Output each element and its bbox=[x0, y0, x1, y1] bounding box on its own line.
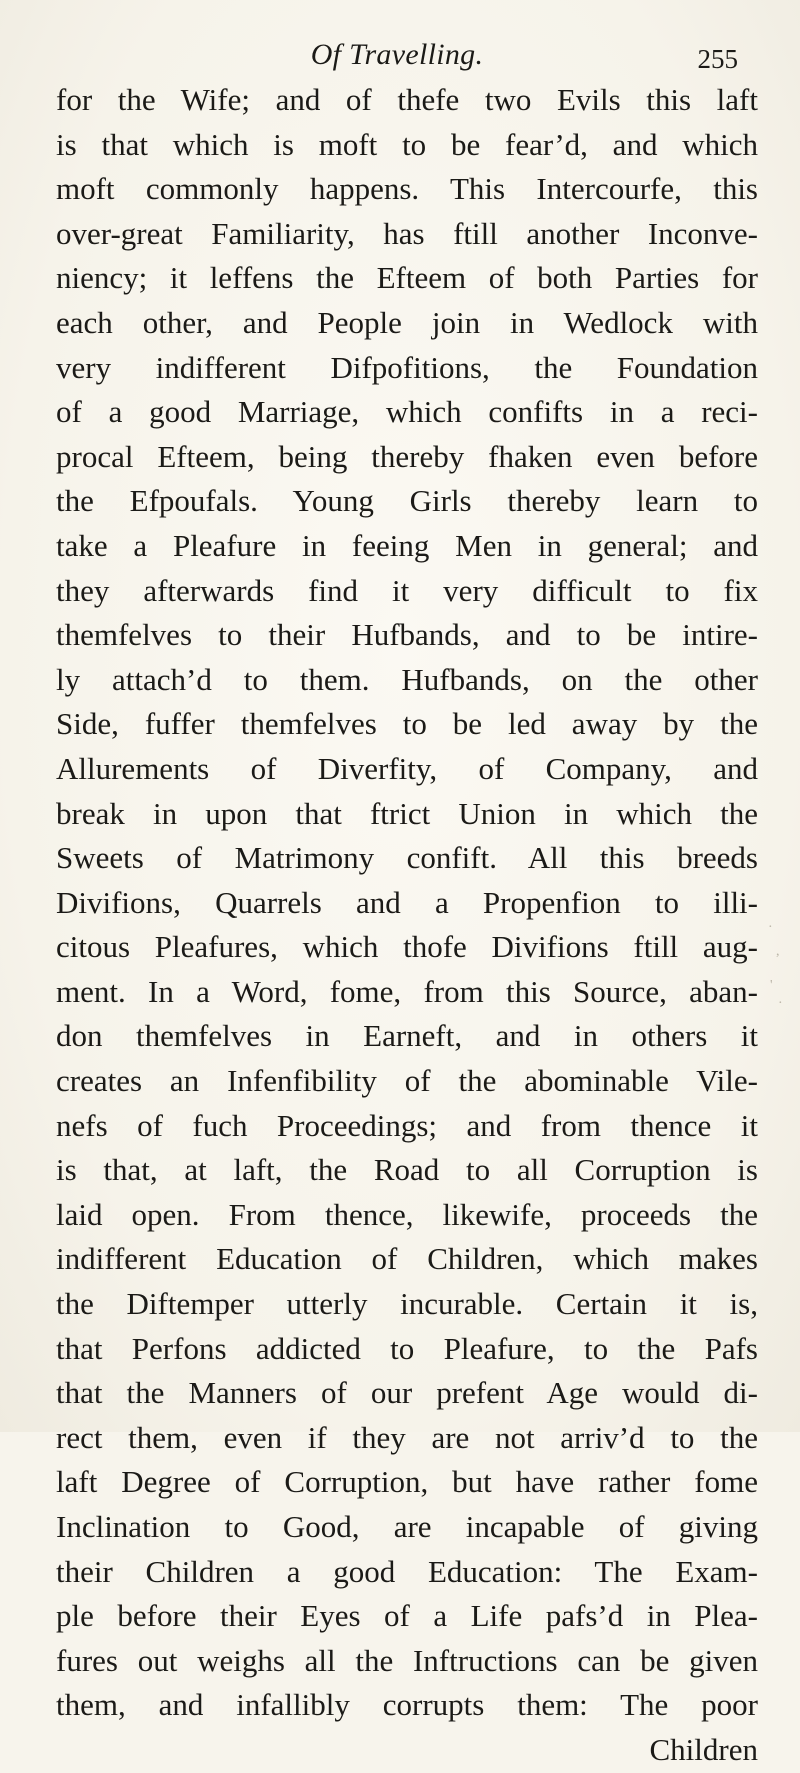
text-line: niency; it leffens the Efteem of both Parties for bbox=[56, 260, 758, 296]
text-line: Divifions, Quarrels and a Propenfion to illi- bbox=[56, 884, 758, 920]
margin-marks: · , ' · bbox=[768, 920, 783, 1011]
text-line: the Diftemper utterly incurable. Certain it is, bbox=[56, 1286, 758, 1322]
text-line: that the Manners of our prefent Age would di- bbox=[56, 1375, 758, 1411]
text-line: is that, at laft, the Road to all Corruption is bbox=[56, 1152, 758, 1188]
text-line: creates an Infenfibility of the abominable Vile- bbox=[56, 1063, 758, 1099]
text-line: take a Pleafure in feeing Men in general; and bbox=[56, 527, 758, 563]
text-line: moft commonly happens. This Intercourfe, this bbox=[56, 171, 758, 207]
text-line: over-great Familiarity, has ftill another Inconve- bbox=[56, 215, 758, 251]
text-line: that Perfons addicted to Pleafure, to the Pafs bbox=[56, 1330, 758, 1366]
text-line: Sweets of Matrimony confift. All this breeds bbox=[56, 840, 758, 876]
text-line: fures out weighs all the Inftructions can be given bbox=[56, 1642, 758, 1678]
text-line: procal Efteem, being thereby fhaken even before bbox=[56, 438, 758, 474]
text-line: Allurements of Diverfity, of Company, and bbox=[56, 750, 758, 786]
body-text bbox=[56, 78, 758, 1773]
text-line: is that which is moft to be fear’d, and which bbox=[56, 126, 758, 162]
text-line: Side, fuffer themfelves to be led away by the bbox=[56, 706, 758, 742]
text-line: their Children a good Education: The Exam- bbox=[56, 1553, 758, 1589]
text-line: Inclination to Good, are incapable of giving bbox=[56, 1509, 758, 1544]
text-line: of a good Marriage, which confifts in a reci- bbox=[56, 394, 758, 430]
text-line: nefs of fuch Proceedings; and from thence it bbox=[56, 1107, 758, 1143]
page-header bbox=[56, 38, 738, 78]
text-line: them, and infallibly corrupts them: The poor bbox=[56, 1687, 758, 1723]
page-number: 255 bbox=[697, 44, 738, 74]
text-line: break in upon that ftrict Union in which the bbox=[56, 795, 758, 831]
text-line: themfelves to their Hufbands, and to be intire- bbox=[56, 617, 758, 653]
text-line: Children bbox=[649, 1731, 758, 1767]
text-line: for the Wife; and of thefe two Evils this laft bbox=[56, 82, 758, 117]
text-line: the Efpoufals. Young Girls thereby learn to bbox=[56, 483, 758, 519]
running-title: Of Travelling. bbox=[310, 38, 484, 71]
text-line: indifferent Education of Children, which makes bbox=[56, 1241, 758, 1277]
text-line: citous Pleafures, which thofe Divifions ftill aug- bbox=[56, 929, 758, 965]
text-line: very indifferent Difpofitions, the Foundation bbox=[56, 349, 758, 385]
text-line: each other, and People join in Wedlock with bbox=[56, 304, 758, 340]
text-line: ple before their Eyes of a Life pafs’d in Plea- bbox=[56, 1598, 758, 1634]
text-line: don themfelves in Earneft, and in others it bbox=[56, 1018, 758, 1054]
text-line: laft Degree of Corruption, but have rather fome bbox=[56, 1464, 758, 1500]
text-line: laid open. From thence, likewife, proceeds the bbox=[56, 1196, 758, 1232]
text-line: ly attach’d to them. Hufbands, on the other bbox=[56, 661, 758, 697]
text-line: ment. In a Word, fome, from this Source, aban- bbox=[56, 973, 758, 1009]
text-line: rect them, even if they are not arriv’d to the bbox=[56, 1419, 758, 1455]
text-line: they afterwards find it very difficult to fix bbox=[56, 572, 758, 608]
